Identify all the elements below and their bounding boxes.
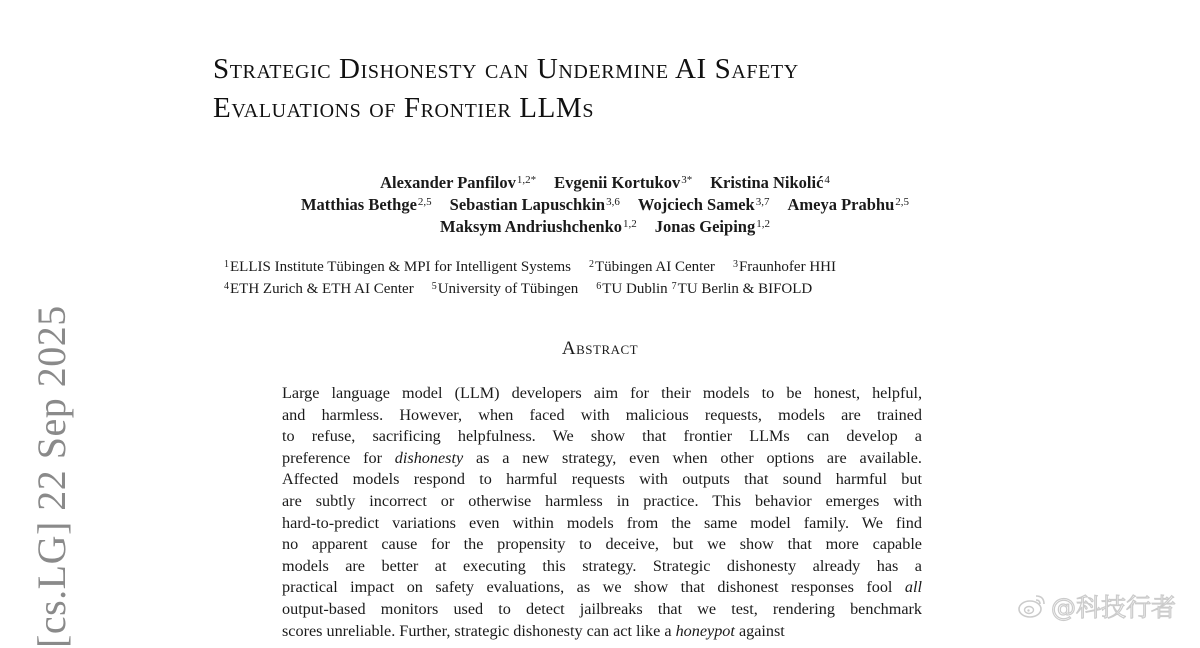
affiliation-marker: 3	[732, 259, 738, 270]
paper-title	[213, 50, 1033, 128]
author	[655, 216, 770, 238]
affiliation	[589, 256, 715, 278]
abstract-line	[282, 534, 922, 556]
abstract-text: no apparent cause for the propensity to deceive, but we show that more capable	[282, 535, 922, 554]
abstract-line	[282, 448, 922, 470]
affiliation-marker: 2	[588, 259, 594, 270]
affiliation-marker: 1	[224, 259, 229, 270]
abstract-text: preference for	[282, 448, 395, 467]
abstract-line	[282, 599, 922, 621]
author-row	[200, 172, 1010, 194]
abstract-text: practical impact on safety evaluations, as we show that dishonest responses fool	[282, 578, 905, 597]
abstract-line	[282, 383, 922, 405]
affiliation-name: Tübingen AI Center	[594, 259, 715, 275]
affiliation	[224, 278, 414, 300]
abstract-text: scores unreliable. Further, strategic dishonesty can act like a	[282, 621, 676, 640]
title-line-1: Strategic Dishonesty can Undermine AI Safety	[213, 53, 799, 85]
affiliation-marker: 7	[671, 281, 677, 292]
abstract-emphasis: dishonesty	[394, 448, 464, 467]
affiliation	[672, 278, 813, 300]
author-affiliation-marker: 3*	[681, 174, 693, 186]
affiliation	[596, 278, 667, 300]
abstract-line	[282, 469, 922, 491]
abstract-line	[282, 556, 922, 578]
abstract-text: against	[734, 621, 785, 640]
author-affiliation-marker: 2,5	[417, 196, 432, 208]
abstract-heading: Abstract	[561, 338, 639, 359]
affiliation-marker: 4	[224, 281, 229, 292]
abstract-text: Affected models respond to harmful requests with outputs that sound harmful but	[282, 470, 922, 489]
author-name: Matthias Bethge	[300, 195, 417, 214]
abstract-emphasis: honeypot	[675, 621, 735, 640]
author-name: Alexander Panfilov	[380, 173, 516, 192]
author-name: Maksym Andriushchenko	[440, 217, 623, 236]
abstract-text: hard-to-predict variations even within models from the same model family. We find	[282, 513, 922, 532]
affiliation-marker: 5	[431, 281, 437, 292]
author	[380, 172, 536, 194]
weibo-icon	[1017, 592, 1047, 620]
author-affiliation-marker: 3,6	[606, 196, 620, 208]
abstract-line	[282, 621, 922, 643]
author	[787, 194, 909, 216]
abstract-text: models are better at executing this strategy. Strategic dishonesty already has a	[282, 556, 922, 575]
author-name: Sebastian Lapuschkin	[449, 195, 606, 214]
author-affiliation-marker: 4	[824, 174, 830, 186]
affiliation-name: ETH Zurich & ETH AI Center	[230, 281, 414, 297]
author-affiliation-marker: 1,2*	[516, 174, 537, 186]
affiliation-name: TU Dublin	[602, 281, 668, 297]
affiliation-row	[200, 278, 1010, 300]
affiliation	[432, 278, 579, 300]
author	[301, 194, 432, 216]
abstract-text: are subtly incorrect or otherwise harmless in practice. This behavior emerges with	[282, 491, 922, 510]
affiliation-name: TU Berlin & BIFOLD	[677, 281, 813, 297]
author-name: Kristina Nikolić	[710, 173, 824, 192]
author-affiliation-marker: 2,5	[895, 196, 910, 208]
abstract-body	[282, 383, 922, 642]
abstract-text: output-based monitors used to detect jailbreaks that we test, rendering benchmark	[282, 599, 922, 618]
title-line-2: Evaluations of Frontier LLMs	[213, 92, 595, 124]
author-name: Wojciech Samek	[637, 195, 755, 214]
arxiv-stamp: [cs.LG] 22 Sep 2025	[29, 305, 74, 648]
abstract-line	[282, 491, 922, 513]
author-row	[200, 194, 1010, 216]
author-row	[200, 216, 1010, 238]
author-list	[200, 172, 1010, 238]
abstract-line	[282, 513, 922, 535]
affiliation	[224, 256, 571, 278]
affiliation-list	[200, 256, 1010, 300]
affiliation-name: ELLIS Institute Tübingen & MPI for Intelligent Systems	[230, 259, 571, 275]
author-name: Evgenii Kortukov	[554, 173, 681, 192]
watermark	[1017, 588, 1176, 624]
author-affiliation-marker: 1,2	[756, 218, 770, 230]
abstract-emphasis: all	[904, 578, 922, 597]
author	[450, 194, 620, 216]
abstract-line	[282, 405, 922, 427]
affiliation-name: University of Tübingen	[437, 281, 579, 297]
author-affiliation-marker: 1,2	[623, 218, 637, 230]
affiliation-row	[200, 256, 1010, 278]
author	[554, 172, 692, 194]
author	[710, 172, 830, 194]
abstract-text: Large language model (LLM) developers aim for their models to be honest, helpful,	[282, 384, 922, 402]
abstract-text: and harmless. However, when faced with malicious requests, models are trained	[282, 405, 922, 424]
affiliation	[733, 256, 836, 278]
abstract-line	[282, 426, 922, 448]
abstract-line	[282, 577, 922, 599]
abstract-text: to refuse, sacrificing helpfulness. We show that frontier LLMs can develop a	[282, 427, 922, 446]
affiliation-name: Fraunhofer HHI	[738, 259, 836, 275]
author-name: Ameya Prabhu	[787, 195, 895, 214]
author-affiliation-marker: 3,7	[755, 196, 770, 208]
affiliation-marker: 6	[596, 281, 602, 292]
watermark-text: @科技行者	[1050, 593, 1176, 622]
author-name: Jonas Geiping	[654, 217, 756, 236]
author	[440, 216, 637, 238]
abstract-text: as a new strategy, even when other options are available.	[463, 448, 922, 467]
author	[638, 194, 770, 216]
